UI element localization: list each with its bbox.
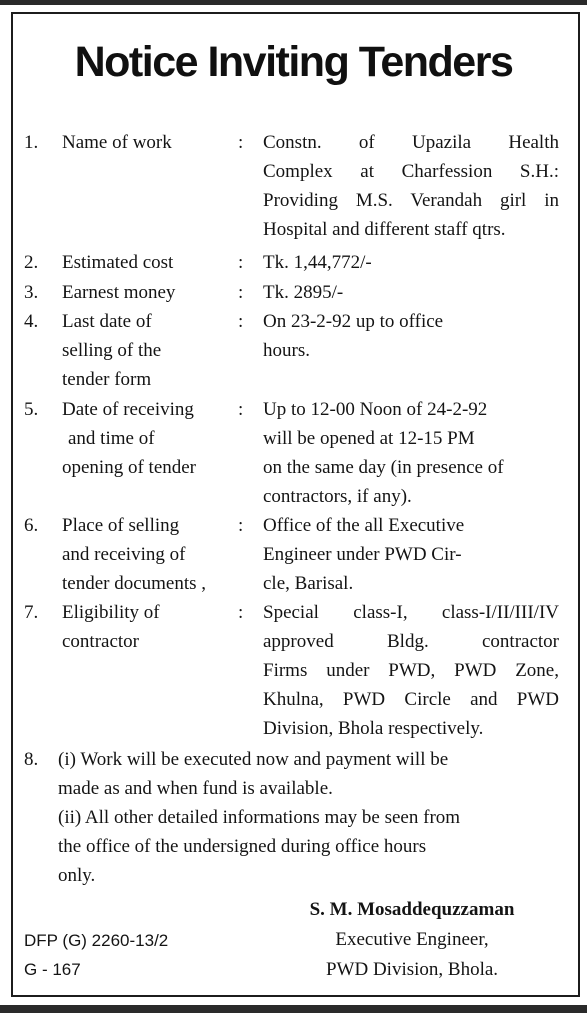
item-value-line: approved Bldg. contractor [263,631,559,652]
item-label-line: Date of receiving [62,399,194,420]
item-value-line: Constn. of Upazila Health [263,132,559,153]
item-label-line: tender form [62,369,152,390]
item-colon: : [238,399,244,420]
signatory-office: PWD Division, Bhola. [325,959,499,980]
item-label-line: Name of work [62,132,172,153]
item-value [263,307,559,365]
item-colon: : [238,311,244,332]
item-number: 7. [24,602,39,623]
item-value-line: Engineer under PWD Cir- [263,544,462,565]
signatory-designation: Executive Engineer, [335,929,489,950]
bottom-border-strip [0,1005,587,1013]
note-line: only. [58,865,96,886]
item-label [62,598,234,656]
item-label-line: Last date of [62,311,152,332]
item-value [263,278,559,307]
item-value-line: Complex at Charfession S.H.: [263,161,559,182]
item-value-line: hours. [263,340,310,361]
item-value-line: will be opened at 12-15 PM [263,428,475,449]
reference-line: DFP (G) 2260-13/2 [24,931,169,950]
item-value-line: Providing M.S. Verandah girl in [263,190,559,211]
item-label [62,128,234,157]
item-value [263,395,559,511]
item-colon: : [238,252,244,273]
item-value-line: Office of the all Executive [263,515,465,536]
item-label [62,307,234,394]
item-value-line: on the same day (in presence of [263,457,504,478]
signatory-name: S. M. Mosaddequzzaman [309,899,515,920]
item-colon: : [238,515,244,536]
notice-title: Notice Inviting Tenders [74,38,513,86]
item-number: 3. [24,282,39,303]
item-colon: : [238,602,244,623]
item-label [62,511,234,598]
item-label-line: contractor [62,631,140,652]
item-label [62,248,234,277]
item-label-line: Eligibility of [62,602,160,623]
item-value-line: Khulna, PWD Circle and PWD [263,689,559,710]
reference-line: G - 167 [24,960,81,979]
reference-code [24,926,168,984]
item-label-line: opening of tender [62,457,197,478]
item-value-line: contractors, if any). [263,486,412,507]
item-label-line: selling of the [62,340,162,361]
item-value-line: On 23-2-92 up to office [263,311,444,332]
item-value-line: Tk. 1,44,772/- [263,252,372,273]
item-number: 5. [24,399,39,420]
item-value-line: Tk. 2895/- [263,282,344,303]
item-label-line: and receiving of [62,544,186,565]
item-value-line: cle, Barisal. [263,573,354,594]
item-value-line: Special class-I, class-I/II/III/IV [263,602,559,623]
top-border-strip [0,0,587,5]
item-notes-text [58,745,538,890]
item-value-line: Up to 12-00 Noon of 24-2-92 [263,399,488,420]
note-line: the office of the undersigned during office hours [58,836,427,857]
note-line: made as and when fund is available. [58,778,333,799]
item-value [263,248,559,277]
item-label-line: Place of selling [62,515,180,536]
item-number: 8. [24,749,39,770]
item-colon: : [238,282,244,303]
note-line: (ii) All other detailed informations may be seen from [58,807,461,828]
item-label-line: Earnest money [62,282,176,303]
item-number: 6. [24,515,39,536]
item-label-line: tender documents , [62,573,207,594]
item-label [62,395,234,482]
item-value-line: Firms under PWD, PWD Zone, [263,660,559,681]
item-value [263,511,559,598]
signature-block [262,895,562,985]
item-number: 1. [24,132,39,153]
item-number: 4. [24,311,39,332]
item-label-line: and time of [68,428,155,449]
item-value-line: Division, Bhola respectively. [263,718,484,739]
note-line: (i) Work will be executed now and payment will be [58,749,449,770]
item-label [62,278,234,307]
item-label-line: Estimated cost [62,252,174,273]
item-value-line: Hospital and different staff qtrs. [263,219,506,240]
item-colon: : [238,132,244,153]
item-number: 2. [24,252,39,273]
item-value [263,598,559,743]
item-value [263,128,559,244]
